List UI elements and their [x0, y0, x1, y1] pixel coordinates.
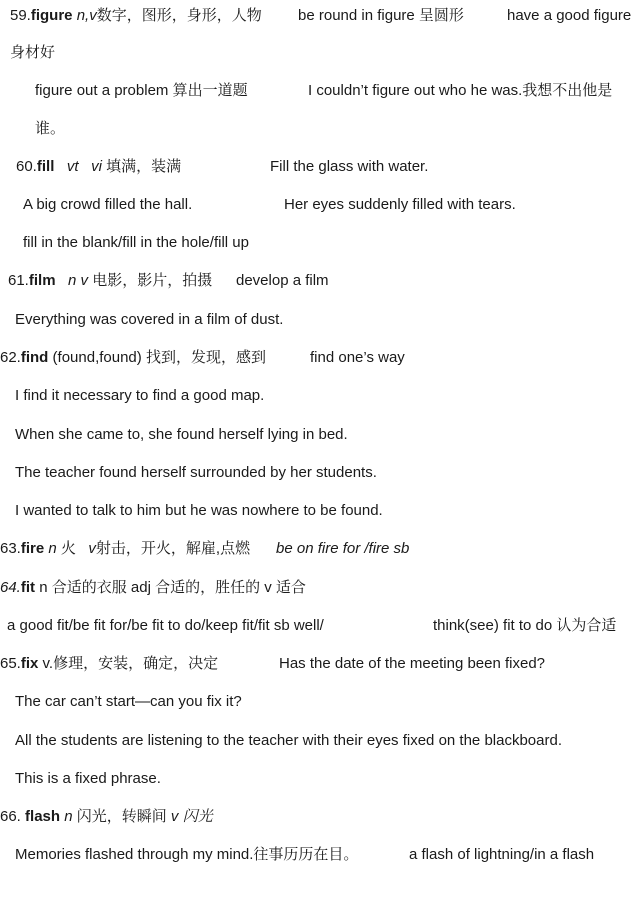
meaning: 火	[60, 540, 76, 557]
example-sentence: I wanted to talk to him but he was nowhere to be found.	[15, 502, 383, 519]
part-of-speech: n	[64, 808, 73, 825]
example-continuation: 身材好	[10, 44, 56, 61]
entry-66-heading	[0, 807, 213, 827]
headword: fit	[20, 579, 36, 596]
entry-65-heading	[0, 654, 218, 674]
part-of-speech: v	[88, 540, 96, 557]
part-of-speech: vi	[91, 158, 102, 175]
example-sentence: Fill the glass with water.	[270, 158, 429, 175]
part-of-speech: n,v	[76, 7, 97, 24]
meaning: n 合适的衣服 adj 合适的，胜任的 v 适合	[39, 579, 306, 596]
part-of-speech: n v	[68, 272, 89, 289]
meaning: 射击，开火，解雇,点燃	[95, 540, 251, 557]
entry-62-heading	[0, 348, 266, 368]
example-sentence: When she came to, she found herself lying in bed.	[15, 426, 348, 443]
part-of-speech: v 闪光	[170, 808, 213, 825]
example-sentence: Her eyes suddenly filled with tears.	[284, 196, 516, 213]
example-phrase: develop a film	[236, 272, 329, 289]
meaning: 数字，图形，身形，人物	[96, 7, 262, 24]
example-sentence: All the students are listening to the teacher with their eyes fixed on the blackboard.	[15, 732, 562, 749]
example-continuation: 谁。	[35, 120, 66, 137]
headword: fire	[20, 540, 45, 557]
meaning: 电影，影片，拍摄	[92, 272, 213, 289]
entry-59-heading	[10, 6, 262, 26]
example-sentence: The teacher found herself surrounded by her students.	[15, 464, 377, 481]
entry-number: 63.	[0, 540, 21, 557]
example-phrase: think(see) fit to do 认为合适	[433, 617, 617, 634]
example-phrase: a flash of lightning/in a flash	[409, 846, 595, 863]
example-phrase: be round in figure 呈圆形	[298, 7, 464, 24]
entry-number: 62.	[0, 349, 21, 366]
example-sentence: This is a fixed phrase.	[15, 770, 161, 787]
entry-number: 66.	[0, 808, 26, 825]
entry-60-heading	[16, 157, 181, 177]
example-phrase: find one’s way	[310, 349, 405, 366]
meaning: v.修理，安装，确定，决定	[42, 655, 219, 672]
example-sentence: Has the date of the meeting been fixed?	[279, 655, 546, 672]
example-sentence: I couldn’t figure out who he was.我想不出他是	[308, 82, 613, 99]
headword: find	[20, 349, 49, 366]
headword: flash	[25, 808, 61, 825]
entry-number: 65.	[0, 655, 21, 672]
example-phrase: figure out a problem 算出一道题	[35, 82, 248, 99]
example-sentence: A big crowd filled the hall.	[23, 196, 193, 213]
example-sentence: Memories flashed through my mind.往事历历在目。	[15, 846, 359, 863]
example-phrase: fill in the blank/fill in the hole/fill up	[23, 234, 249, 251]
example-sentence: The car can’t start—can you fix it?	[15, 693, 242, 710]
meaning: 找到，发现，感到	[145, 349, 266, 366]
entry-number: 61.	[8, 272, 29, 289]
meaning: 填满，装满	[106, 158, 182, 175]
example-sentence: I find it necessary to find a good map.	[15, 387, 265, 404]
example-sentence: Everything was covered in a film of dust.	[15, 311, 284, 328]
entry-number: 59.	[10, 7, 31, 24]
example-phrase: a good fit/be fit for/be fit to do/keep fit/fit sb well/	[7, 617, 324, 634]
headword: fix	[20, 655, 39, 672]
meaning: 闪光，转瞬间	[76, 808, 167, 825]
headword: film	[28, 272, 56, 289]
headword: fill	[36, 158, 55, 175]
entry-63-heading	[0, 539, 250, 559]
entry-64-heading	[0, 578, 306, 598]
entry-number: 60.	[16, 158, 37, 175]
entry-61-heading	[8, 271, 212, 291]
headword: figure	[30, 7, 73, 24]
example-phrase: be on fire for /fire sb	[276, 540, 410, 557]
word-forms: (found,found)	[52, 349, 142, 366]
part-of-speech: n	[48, 540, 57, 557]
entry-number: 64.	[0, 579, 21, 596]
part-of-speech: vt	[66, 158, 79, 175]
example-phrase: have a good figure	[507, 7, 632, 24]
